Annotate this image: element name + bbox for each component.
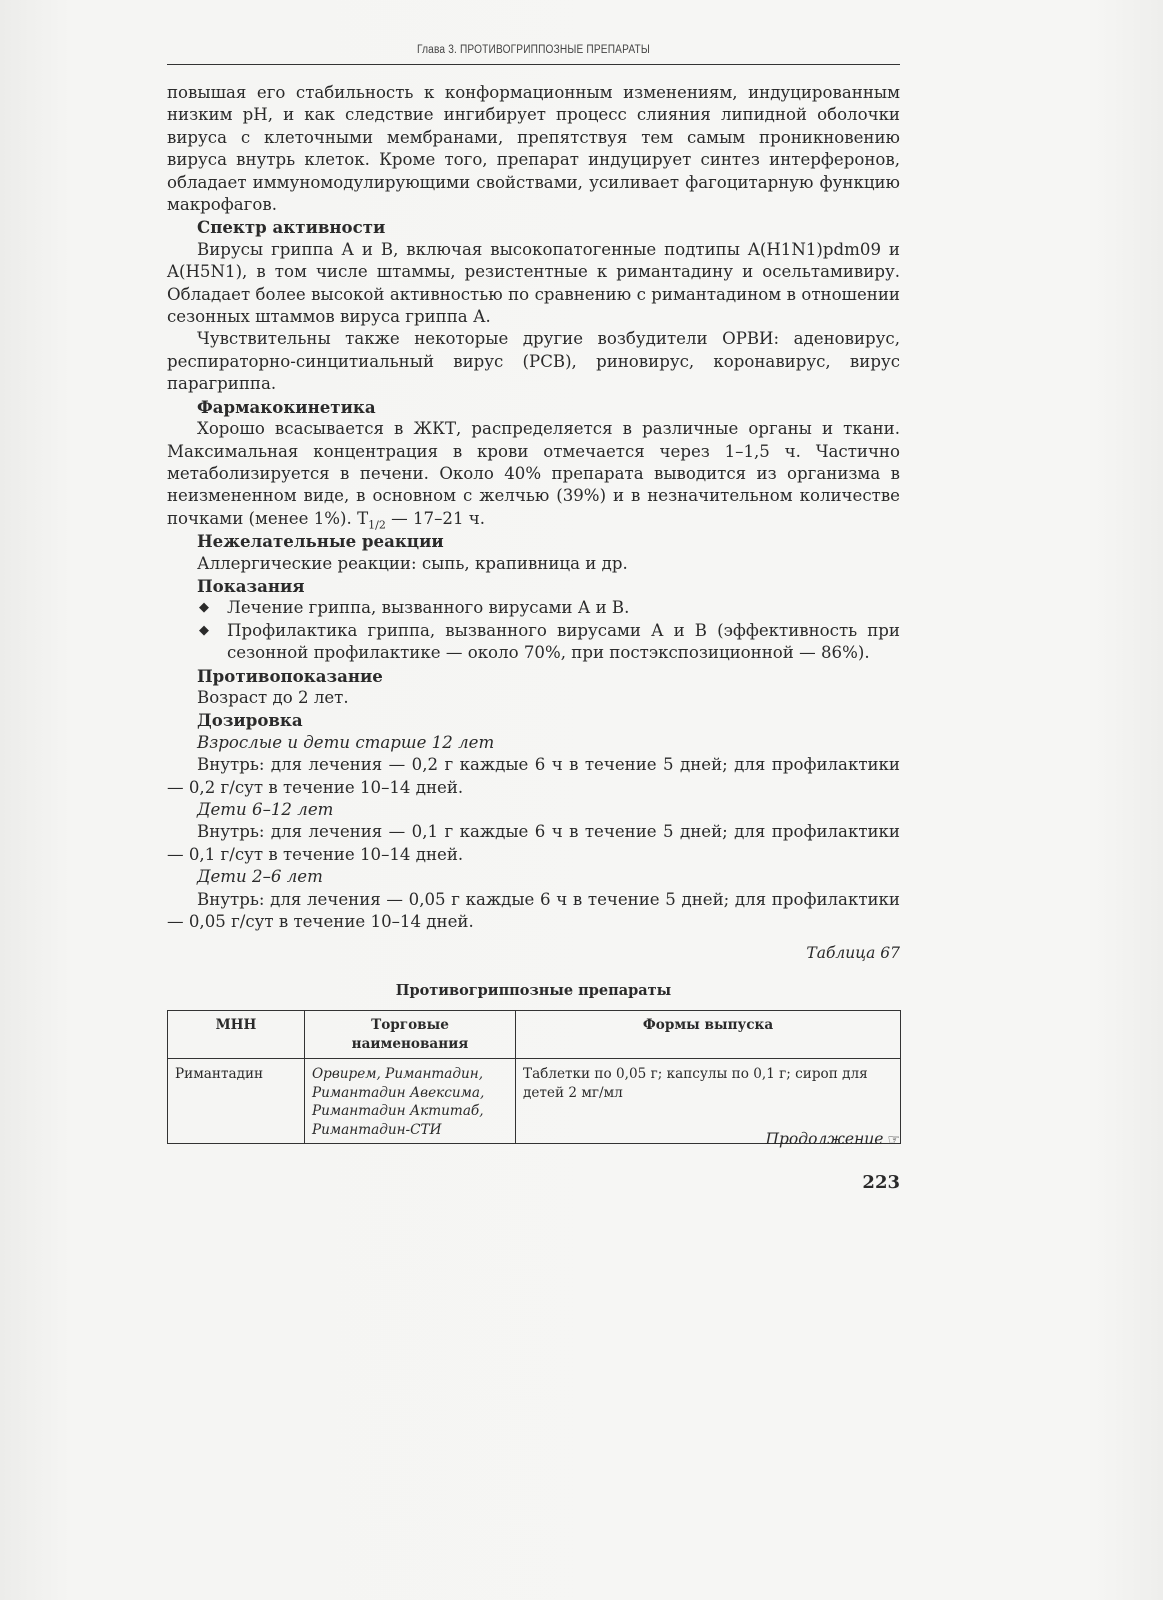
pharmacokinetics-paragraph bbox=[167, 418, 900, 530]
continued-text: Продолжение bbox=[765, 1130, 884, 1148]
indication-text: Лечение гриппа, вызванного вирусами А и В. bbox=[227, 598, 630, 618]
column-header-inn: МНН bbox=[168, 1011, 305, 1059]
column-header-forms: Формы выпуска bbox=[516, 1011, 901, 1059]
dosage-group-adults: Взрослые и дети старше 12 лет bbox=[197, 732, 495, 752]
column-header-trade-names: Торговые наименования bbox=[305, 1011, 516, 1059]
trade-name-line: Орвирем, Римантадин, bbox=[312, 1066, 484, 1082]
halflife-value: — 17–21 ч. bbox=[385, 508, 486, 528]
halflife-symbol: T bbox=[357, 508, 369, 528]
dosage-text-children-6-12: Внутрь: для лечения — 0,1 г каждые 6 ч в течение 5 дней; для профилактики — 0,1 г/сут в течение 10–14 дней. bbox=[167, 822, 900, 864]
page-number: 223 bbox=[862, 1172, 900, 1193]
dosage-heading: Дозировка bbox=[197, 710, 303, 731]
trade-name-line: Римантадин Авексима, bbox=[312, 1084, 485, 1101]
header-rule bbox=[167, 64, 900, 65]
indications-list bbox=[167, 597, 900, 664]
spectrum-heading: Спектр активности bbox=[197, 217, 386, 238]
spectrum-paragraph-1: Вирусы гриппа А и В, включая высокопатогенные подтипы A(H1N1)pdm09 и A(H5N1), в том числе штаммы, резистентные к римантадину и осельтамивиру. Обладает более высокой активностью по сравнению с римантадином в отношении сезонных штаммов вируса гриппа А. bbox=[167, 239, 900, 327]
drugs-table bbox=[167, 1010, 901, 1144]
dosage-group-children-6-12: Дети 6–12 лет bbox=[197, 800, 334, 819]
running-head: Глава 3. ПРОТИВОГРИППОЗНЫЕ ПРЕПАРАТЫ bbox=[416, 44, 650, 56]
trade-name-line: Римантадин-СТИ bbox=[312, 1121, 442, 1138]
diamond-bullet-icon: ◆ bbox=[199, 622, 209, 638]
contraindication-text: Возраст до 2 лет. bbox=[197, 687, 349, 707]
pointing-hand-icon: ☞ bbox=[887, 1132, 900, 1148]
list-item bbox=[197, 597, 900, 619]
intro-paragraph: повышая его стабильность к конформационным изменениям, индуцированным низким pH, и как следствие ингибирует процесс слияния липидной оболочки вируса с клеточными мембранами, препятствуя тем самым проникновению вируса внутрь клеток. Кроме того, препарат индуцирует синтез интерферонов, обладает иммуномодулирующими свойствами, усиливает фагоцитарную функцию макрофагов. bbox=[167, 83, 900, 215]
table-header-row bbox=[168, 1011, 901, 1059]
adverse-text: Аллергические реакции: сыпь, крапивница и др. bbox=[197, 553, 628, 573]
halflife-subscript: 1/2 bbox=[368, 518, 386, 532]
dosage-group-children-2-6: Дети 2–6 лет bbox=[197, 867, 323, 887]
table-label: Таблица 67 bbox=[806, 944, 900, 962]
spectrum-paragraph-2: Чувствительны также некоторые другие возбудители ОРВИ: аденовирус, респираторно-синцитиальный вирус (РСВ), риновирус, коронавирус, вирус парагриппа. bbox=[167, 329, 900, 394]
continued-note bbox=[167, 1130, 900, 1148]
table-title: Противогриппозные препараты bbox=[395, 982, 672, 999]
body-text bbox=[167, 82, 900, 933]
adverse-heading: Нежелательные реакции bbox=[197, 531, 444, 552]
diamond-bullet-icon: ◆ bbox=[199, 600, 209, 616]
pk-text: Хорошо всасывается в ЖКТ, распределяется в различные органы и ткани. Максимальная концентрация в крови отмечается через 1–1,5 ч. Частично метаболизируется в печени. Около 40% препарата выводится из организма в неизмененном виде, в основном с желчью (39%) и в незначительном количестве почками (менее 1%). bbox=[167, 419, 900, 528]
cell-inn: Римантадин bbox=[168, 1059, 305, 1144]
indication-text: Профилактика гриппа, вызванного вирусами А и В (эффективность при сезонной профилактике — около 70%, при постэкспозиционной — 86%). bbox=[227, 620, 900, 663]
trade-name-line: Римантадин Актитаб, bbox=[312, 1103, 484, 1119]
dosage-text-children-2-6: Внутрь: для лечения — 0,05 г каждые 6 ч в течение 5 дней; для профилактики — 0,05 г/сут в течение 10–14 дней. bbox=[167, 889, 900, 932]
cell-forms: Таблетки по 0,05 г; капсулы по 0,1 г; сироп для детей 2 мг/мл bbox=[516, 1059, 901, 1144]
list-item bbox=[197, 620, 900, 665]
contraindication-heading: Противопоказание bbox=[197, 665, 383, 686]
pharmacokinetics-heading: Фармакокинетика bbox=[197, 396, 376, 417]
indications-heading: Показания bbox=[197, 575, 305, 596]
dosage-text-adults: Внутрь: для лечения — 0,2 г каждые 6 ч в течение 5 дней; для профилактики — 0,2 г/сут в течение 10–14 дней. bbox=[167, 755, 900, 797]
